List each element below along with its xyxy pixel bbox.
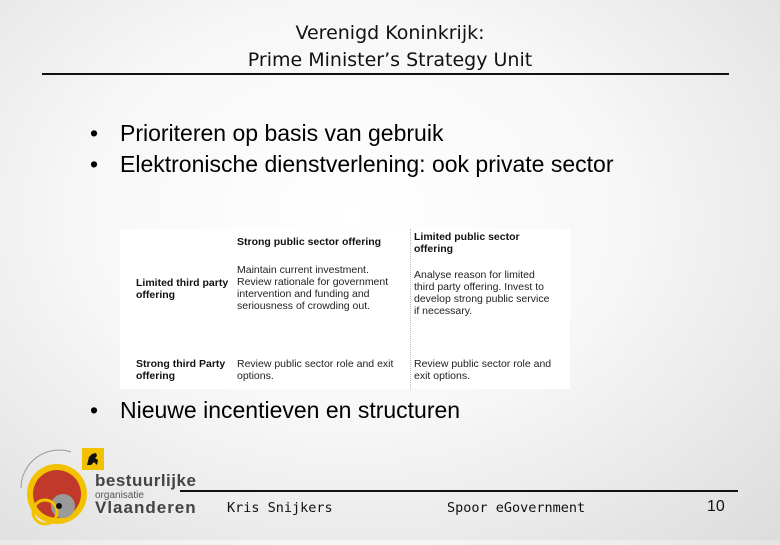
matrix-cell-r2c2: Review public sector role and exit options. bbox=[414, 358, 552, 382]
bullet-dot: • bbox=[90, 397, 99, 423]
bullet-dot: • bbox=[90, 151, 99, 177]
matrix-cell-r1c2: Analyse reason for limited third party offering. Invest to develop strong public service if necessary. bbox=[414, 269, 550, 317]
matrix-cell-r1c1: Maintain current investment. Review rationale for government intervention and funding and seriousness of crowding out. bbox=[237, 264, 389, 312]
matrix-col-header-limited: Limited public sector offering bbox=[414, 231, 520, 255]
footer-author: Kris Snijkers bbox=[227, 500, 333, 516]
matrix-row-header-strong: Strong third Party offering bbox=[136, 358, 226, 382]
matrix-row-header-limited: Limited third party offering bbox=[136, 277, 229, 301]
strategy-matrix-image bbox=[120, 229, 570, 389]
bullet-item bbox=[90, 149, 710, 180]
matrix-cell-r2c1: Review public sector role and exit options. bbox=[237, 358, 394, 382]
logo-word-organisatie: organisatie bbox=[95, 490, 144, 501]
logo-word-vlaanderen: Vlaanderen bbox=[95, 498, 197, 517]
bullet-item bbox=[90, 395, 740, 426]
bullet-text: Nieuwe incentieven en structuren bbox=[120, 397, 461, 423]
bullet-item bbox=[90, 118, 710, 149]
bullet-dot: • bbox=[90, 120, 99, 146]
title-line-2: Prime Minister’s Strategy Unit bbox=[247, 49, 533, 71]
logo-word-bestuurlijke: bestuurlijke bbox=[95, 471, 197, 490]
bullet-text: Prioriteren op basis van gebruik bbox=[120, 120, 444, 146]
matrix-col-header-strong: Strong public sector offering bbox=[237, 236, 382, 248]
footer-rule bbox=[180, 490, 738, 492]
footer-track: Spoor eGovernment bbox=[447, 500, 586, 516]
page-number: 10 bbox=[707, 498, 725, 515]
title-line-1: Verenigd Koninkrijk: bbox=[295, 22, 485, 44]
matrix-divider bbox=[410, 229, 411, 389]
flemish-lion-icon bbox=[82, 448, 104, 470]
slide-title bbox=[0, 20, 780, 74]
bullet-text: Elektronische dienstverlening: ook private sector bbox=[120, 151, 614, 177]
title-underline bbox=[42, 73, 729, 75]
bullet-list bbox=[90, 118, 710, 180]
